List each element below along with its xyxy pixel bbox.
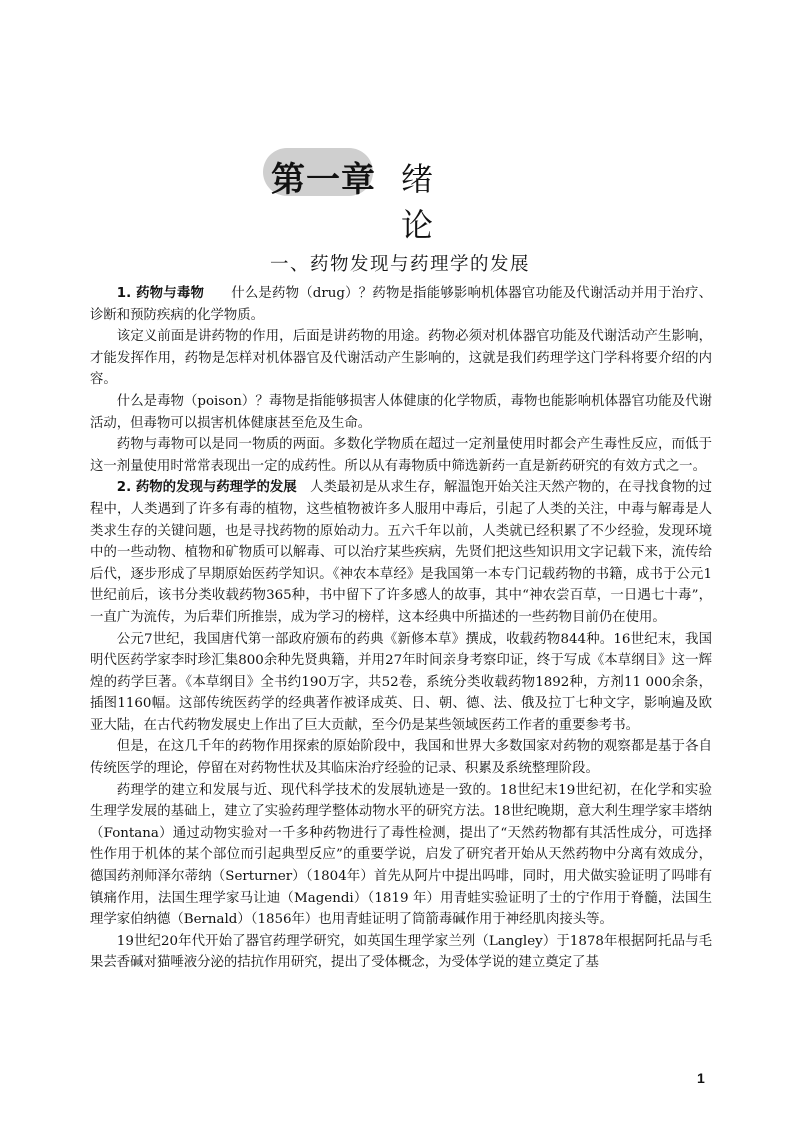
paragraph-text: 什么是药物（drug）？药物是指能够影响机体器官功能及代谢活动并用于治疗、诊断和预防疾病的化学物质。 — [90, 286, 712, 323]
paragraph — [90, 780, 712, 931]
body-text — [90, 283, 712, 974]
paragraph — [90, 283, 712, 326]
paragraph — [90, 434, 712, 477]
page-number: 1 — [697, 1070, 705, 1086]
paragraph-text: 药理学的建立和发展与近、现代科学技术的发展轨迹是一致的。18世纪末19世纪初，在化学和实验生理学发展的基础上，建立了实验药理学整体动物水平的研究方法。18世纪晚期，意大利生理学家丰塔纳（Fontana）通过动物实验对一千多种药物进行了毒性检测，提出了“天然药物都有其活性成分，可选择性作用于机体的某个部位而引起典型反应”的重要学说，启发了研究者开始从天然药物中分离有效成分，德国药剂师泽尔蒂纳（Serturner）（1804年）首先从阿片中提出吗啡，同时，用犬做实验证明了吗啡有镇痛作用，法国生理学家马让迪（Magendi）（1819 年）用青蛙实验证明了士的宁作用于脊髓，法国生理学家伯纳德（Bernald）（1856年）也用青蛙证明了筒箭毒碱作用于神经肌肉接头等。 — [90, 782, 712, 928]
paragraph — [90, 931, 712, 974]
chapter-header — [263, 142, 583, 244]
paragraph — [90, 326, 712, 391]
chapter-number: 第一章 — [271, 160, 376, 200]
paragraph-text: 药物与毒物可以是同一物质的两面。多数化学物质在超过一定剂量使用时都会产生毒性反应，而低于这一剂量使用时常常表现出一定的成药性。所以从有毒物质中筛选新药一直是新药研究的有效方式之一。 — [90, 437, 712, 474]
chapter-title: 绪论 — [401, 160, 504, 244]
paragraph-text: 该定义前面是讲药物的作用，后面是讲药物的用途。药物必须对机体器官功能及代谢活动产生影响，才能发挥作用，药物是怎样对机体器官及代谢活动产生影响的，这就是我们药理学这门学科将要介绍的内容。 — [90, 329, 712, 388]
paragraph-text: 但是，在这几千年的药物作用探索的原始阶段中，我国和世界大多数国家对药物的观察都是基于各自传统医学的理论，停留在对药物性状及其临床治疗经验的记录、积累及系统整理阶段。 — [90, 739, 712, 777]
paragraph-text: 19世纪20年代开始了器官药理学研究，如英国生理学家兰列（Langley）于1878年根据阿托品与毛果芸香碱对猫唾液分泌的拮抗作用研究，提出了受体概念，为受体学说的建立奠定了基 — [90, 933, 712, 971]
paragraph — [90, 391, 712, 434]
paragraph — [90, 736, 712, 779]
paragraph-text: 公元7世纪，我国唐代第一部政府颁布的药典《新修本草》撰成，收载药物844种。16世纪末，我国明代医药学家李时珍汇集800余种先贤典籍，并用27年时间亲身考察印证，终于写成《本草纲目》这一辉煌的药学巨著。《本草纲目》全书约190万字，共52卷，系统分类收载药物1892种，方剂11 000余条，插图1160幅。这部传统医药学的经典著作被译成英、日、朝、德、法、俄及拉丁七种文字，影响遍及欧亚大陆，在古代药物发展史上作出了巨大贡献，至今仍是某些领域医药工作者的重要参考书。 — [90, 631, 712, 733]
paragraph-text: 人类最初是从求生存，解温饱开始关注天然产物的，在寻找食物的过程中，人类遇到了许多有毒的植物，这些植物被许多人服用中毒后，引起了人类的关注，中毒与解毒是人类求生存的关键问题，也是寻找药物的原始动力。五六千年以前，人类就已经积累了不少经验，发现环境中的一些动物、植物和矿物质可以解毒、可以治疗某些疾病，先贤们把这些知识用文字记载下来，流传给后代，逐步形成了早期原始医药学知识。《神农本草经》是我国第一本专门记载药物的书籍，成书于公元1世纪前后，该书分类收载药物365种，书中留下了许多感人的故事，其中“神农尝百草，一日遇七十毒”，一直广为流传，为后辈们所推崇，成为学习的榜样，这本经典中所描述的一些药物目前仍在使用。 — [90, 480, 713, 625]
paragraph — [90, 629, 712, 737]
paragraph-text: 什么是毒物（poison）？毒物是指能够损害人体健康的化学物质，毒物也能影响机体器官功能及代谢活动，但毒物可以损害机体健康甚至危及生命。 — [90, 393, 712, 431]
section-title: 一、药物发现与药理学的发展 — [269, 254, 530, 275]
paragraph-heading: 2. 药物的发现与药理学的发展 — [116, 480, 297, 496]
paragraph-heading: 1. 药物与毒物 — [116, 286, 205, 301]
paragraph — [90, 477, 712, 628]
